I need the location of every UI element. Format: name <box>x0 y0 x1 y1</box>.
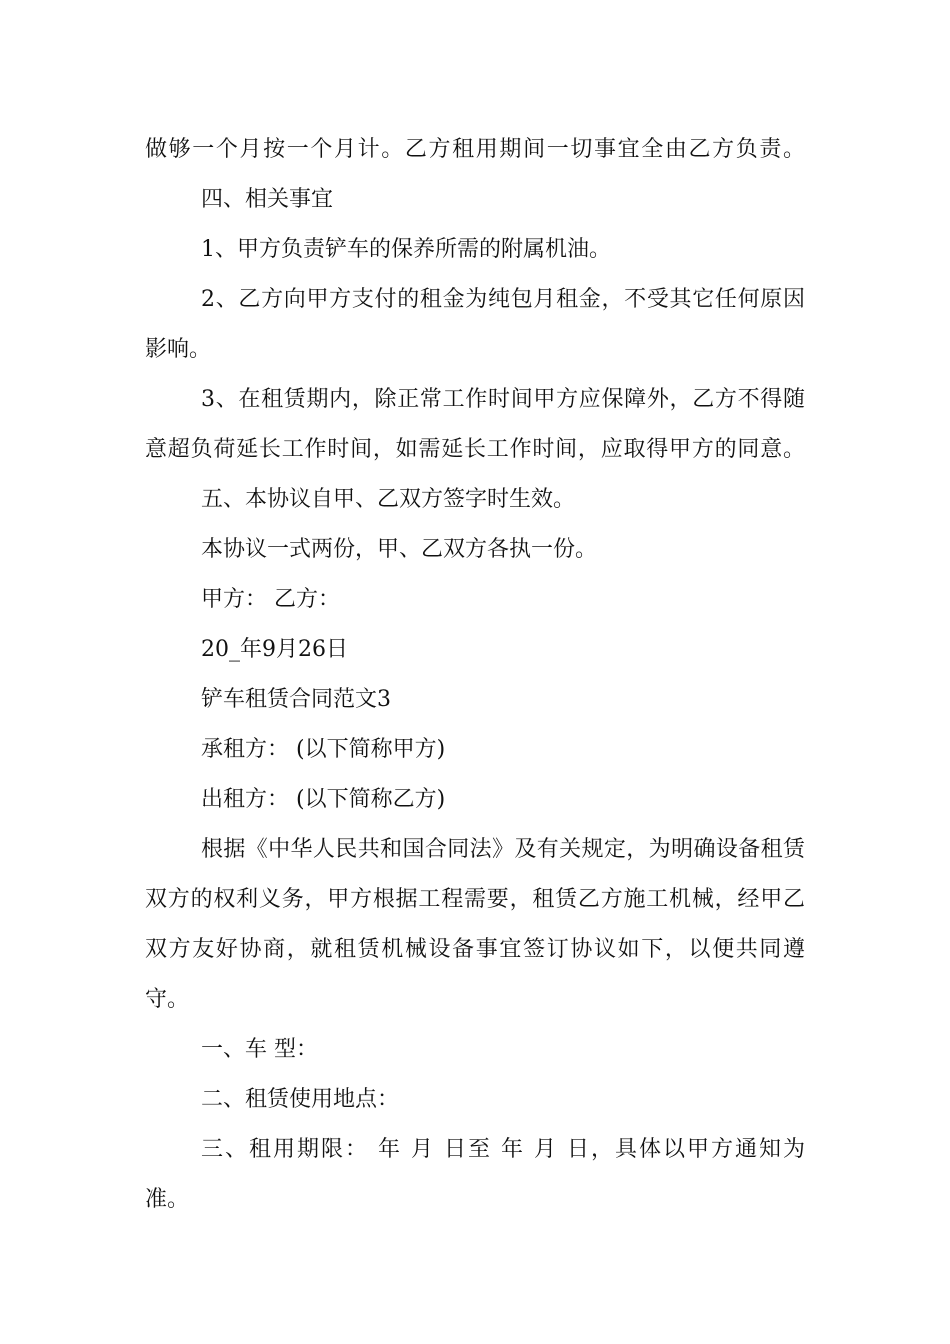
text-line: 意超负荷延长工作时间，如需延长工作时间，应取得甲方的同意。 <box>145 437 805 462</box>
text-line: 本协议一式两份，甲、乙双方各执一份。 <box>201 537 598 562</box>
text-line: 守。 <box>145 987 190 1012</box>
section-heading: 二、租赁使用地点： <box>201 1087 400 1112</box>
lessor-line: 出租方： (以下简称乙方) <box>201 787 446 812</box>
section-heading: 五、本协议自甲、乙双方签字时生效。 <box>201 487 576 512</box>
section-heading: 四、相关事宜 <box>201 187 334 212</box>
date-line: 20_年9月26日 <box>201 637 348 662</box>
text-line: 准。 <box>145 1187 190 1212</box>
text-line: 做够一个月按一个月计。乙方租用期间一切事宜全由乙方负责。 <box>145 137 805 162</box>
lessee-line: 承租方： (以下简称甲方) <box>201 737 446 762</box>
section-heading: 三、租用期限： 年 月 日至 年 月 日，具体以甲方通知为 <box>201 1137 805 1162</box>
text-line: 2、乙方向甲方支付的租金为纯包月租金，不受其它任何原因 <box>201 287 805 312</box>
text-line: 1、甲方负责铲车的保养所需的附属机油。 <box>201 237 611 262</box>
text-line: 双方友好协商，就租赁机械设备事宜签订协议如下，以便共同遵 <box>145 937 805 962</box>
text-line: 根据《中华人民共和国合同法》及有关规定，为明确设备租赁 <box>201 837 805 862</box>
document-title: 铲车租赁合同范文3 <box>201 687 391 712</box>
signature-line: 甲方： 乙方： <box>201 587 340 612</box>
section-heading: 一、车 型： <box>201 1037 318 1062</box>
text-line: 3、在租赁期内，除正常工作时间甲方应保障外，乙方不得随 <box>201 387 805 412</box>
text-line: 双方的权利义务，甲方根据工程需要，租赁乙方施工机械，经甲乙 <box>145 887 805 912</box>
text-line: 影响。 <box>145 337 212 362</box>
